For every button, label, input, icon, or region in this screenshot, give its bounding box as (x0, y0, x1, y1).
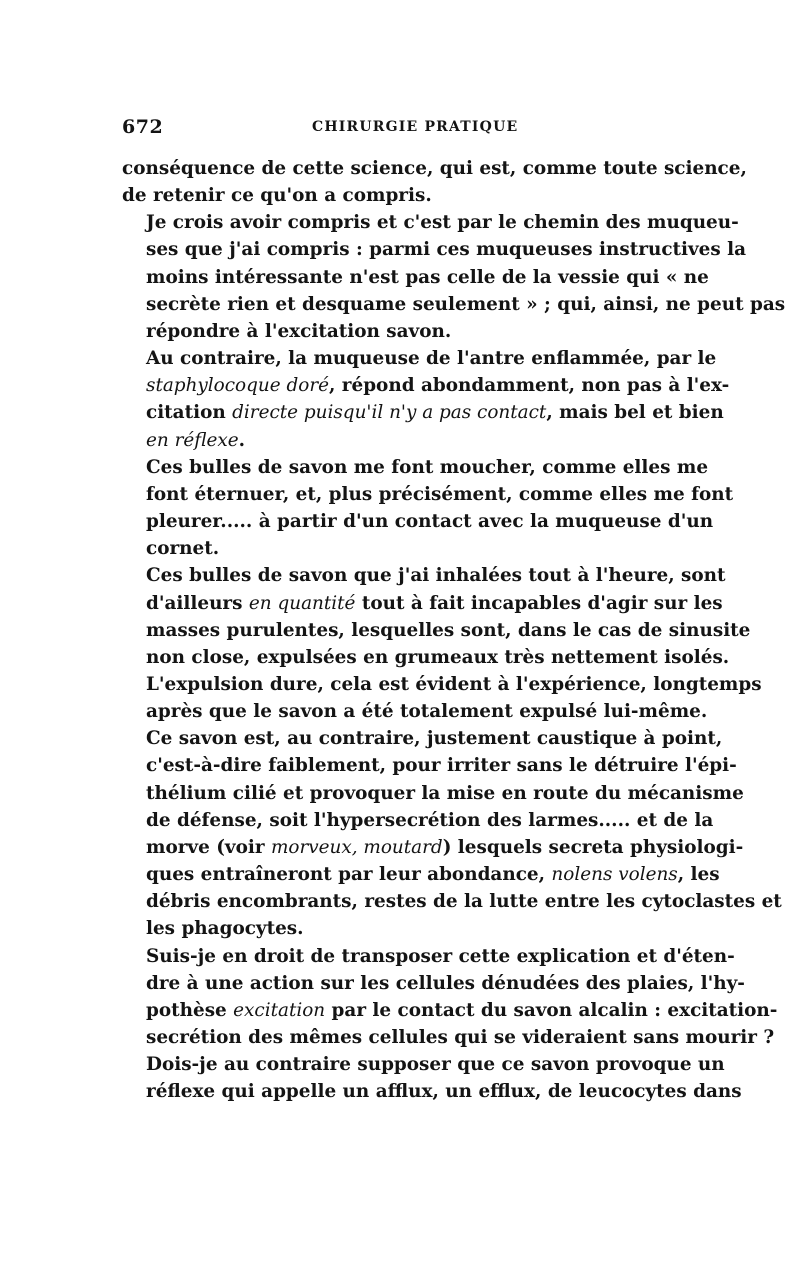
italic-text: excitation (233, 999, 326, 1021)
text-segment: d'ailleurs (146, 592, 249, 614)
italic-text: directe puisqu'il n'y a pas contact (232, 402, 547, 424)
text-line (122, 264, 709, 291)
text-line (122, 1024, 775, 1051)
text-line (122, 590, 723, 617)
text-line (122, 807, 714, 834)
paragraph (122, 345, 730, 454)
text-segment: tout à fait incapables d'agir sur les (355, 592, 723, 614)
text-segment: secrète rien et desquame seulement » ; qui, ainsi, ne peut pas (146, 293, 786, 315)
text-segment: cornet. (146, 538, 220, 560)
text-line (122, 698, 708, 725)
text-line (122, 508, 714, 535)
text-segment: répondre à l'excitation savon. (146, 320, 452, 342)
text-segment: débris encombrants, restes de la lutte entre les cytoclastes et (146, 891, 782, 913)
text-line (122, 427, 680, 454)
text-segment: de retenir ce qu'on a compris. (122, 185, 432, 207)
text-segment: citation (146, 402, 233, 424)
text-segment: par le contact du savon alcalin : excitation- (325, 999, 778, 1021)
paragraph (122, 1051, 742, 1105)
paragraph (122, 454, 734, 563)
text-segment: moins intéressante n'est pas celle de la vessie qui « ne (146, 266, 709, 288)
text-line (122, 182, 680, 209)
text-line (122, 644, 730, 671)
text-line (122, 535, 680, 562)
text-line (122, 481, 734, 508)
text-segment: pothèse (146, 999, 234, 1021)
running-head: CHIRURGIE PRATIQUE (312, 119, 519, 135)
text-line (122, 236, 747, 263)
italic-text: morveux, moutard (270, 836, 443, 858)
text-segment: ) lesquels secreta physiologi- (442, 836, 744, 858)
text-line (122, 318, 680, 345)
text-segment: , les (677, 864, 720, 886)
text-segment: L'expulsion dure, cela est évident à l'expérience, longtemps (146, 673, 762, 695)
text-line (122, 861, 720, 888)
text-line (122, 454, 709, 481)
text-line (122, 1051, 725, 1078)
text-segment: font éternuer, et, plus précisément, comme elles me font (146, 483, 734, 505)
text-segment: réflexe qui appelle un afflux, un efflux, de leucocytes dans (146, 1081, 742, 1103)
text-segment: , mais bel et bien (546, 402, 724, 424)
text-line (122, 345, 717, 372)
text-line (122, 780, 744, 807)
text-segment: de défense, soit l'hypersecrétion des larmes..... et de la (146, 809, 714, 831)
text-segment: secrétion des mêmes cellules qui se videraient sans mourir ? (146, 1027, 775, 1048)
text-line (122, 970, 745, 997)
text-line (122, 915, 680, 942)
text-segment: pleurer..... à partir d'un contact avec la muqueuse d'un (146, 511, 714, 533)
body-text (122, 155, 786, 1105)
text-line (122, 1078, 742, 1105)
paragraph (122, 155, 747, 209)
text-segment: Je crois avoir compris et c'est par le chemin des muqueu- (146, 212, 739, 234)
text-line (122, 888, 782, 915)
text-segment: dre à une action sur les cellules dénudées des plaies, l'hy- (146, 972, 745, 994)
text-line (122, 997, 778, 1024)
page-header (122, 116, 680, 146)
text-line (122, 617, 751, 644)
text-segment: Au contraire, la muqueuse de l'antre enflammée, par le (146, 348, 717, 370)
text-line (122, 671, 762, 698)
paragraph (122, 943, 778, 1052)
text-segment: Ce savon est, au contraire, justement caustique à point, (146, 728, 723, 750)
page-number: 672 (122, 116, 164, 138)
text-segment: Dois-je au contraire supposer que ce savon provoque un (146, 1054, 725, 1076)
text-line (122, 725, 723, 752)
text-line (122, 291, 786, 318)
text-segment: ques entraîneront par leur abondance, (146, 864, 552, 886)
text-segment: thélium cilié et provoquer la mise en route du mécanisme (146, 782, 744, 804)
text-segment: Ces bulles de savon que j'ai inhalées tout à l'heure, sont (146, 565, 726, 587)
text-segment: c'est-à-dire faiblement, pour irriter sans le détruire l'épi- (146, 755, 737, 777)
text-segment: Suis-je en droit de transposer cette explication et d'éten- (146, 945, 735, 967)
italic-text: nolens volens (551, 864, 678, 886)
italic-text: en réflexe (146, 429, 239, 451)
paragraph (122, 209, 786, 345)
paragraph (122, 725, 782, 942)
text-segment: après que le savon a été totalement expulsé lui-même. (146, 701, 708, 723)
text-line (122, 834, 744, 861)
text-line (122, 752, 737, 779)
italic-text: staphylocoque doré (146, 375, 329, 397)
text-segment: . (238, 429, 246, 451)
text-segment: , répond abondamment, non pas à l'ex- (329, 375, 730, 397)
text-segment: conséquence de cette science, qui est, comme toute science, (122, 158, 747, 179)
text-line (122, 372, 730, 399)
text-segment: non close, expulsées en grumeaux très nettement isolés. (146, 646, 730, 668)
paragraph (122, 562, 762, 725)
text-segment: ses que j'ai compris : parmi ces muqueuses instructives la (146, 239, 747, 261)
text-segment: masses purulentes, lesquelles sont, dans le cas de sinusite (146, 619, 751, 641)
text-line (122, 562, 726, 589)
italic-text: en quantité (248, 592, 356, 614)
text-segment: les phagocytes. (146, 918, 304, 940)
text-line (122, 209, 739, 236)
text-segment: Ces bulles de savon me font moucher, comme elles me (146, 456, 709, 478)
text-line (122, 399, 724, 426)
text-segment: morve (voir (146, 836, 271, 858)
text-line (122, 155, 747, 182)
text-line (122, 943, 735, 970)
